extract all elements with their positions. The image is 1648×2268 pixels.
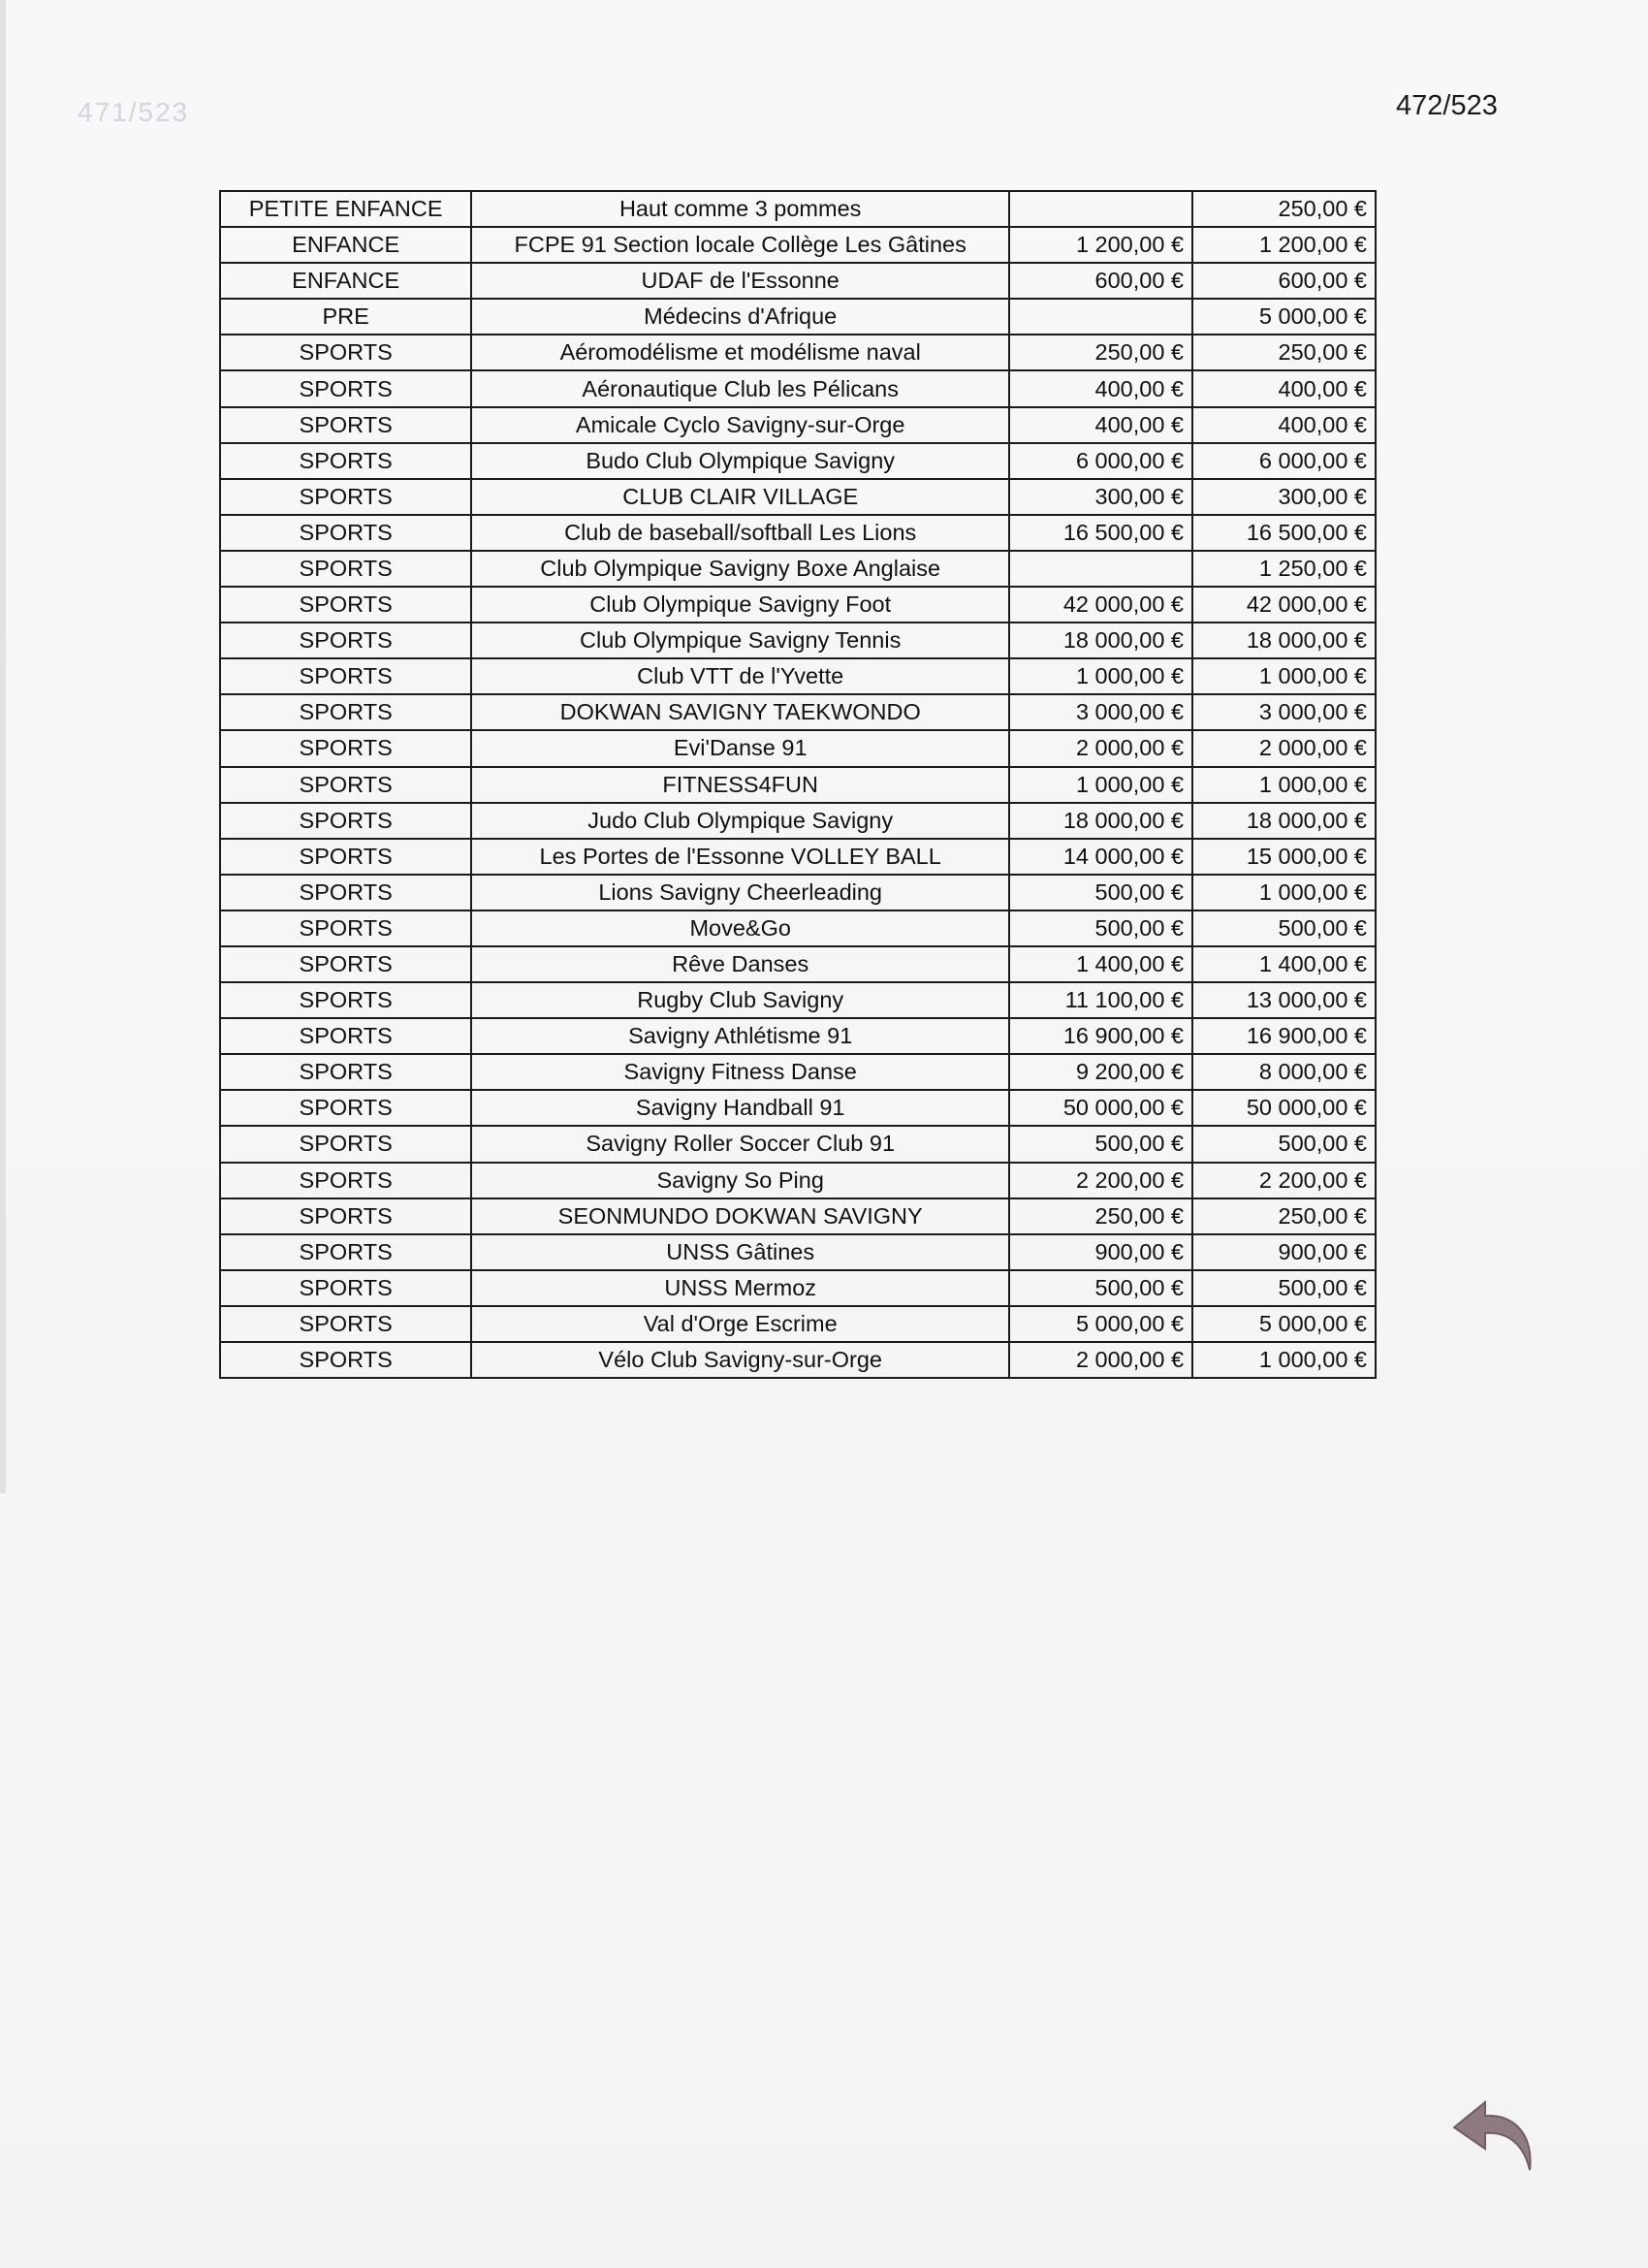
table-row — [220, 1342, 1376, 1378]
amount-granted-cell: 15 000,00 € — [1192, 839, 1376, 875]
amount-requested-cell: 50 000,00 € — [1009, 1090, 1192, 1126]
sector-cell: SPORTS — [220, 1342, 471, 1378]
organization-cell: Club Olympique Savigny Foot — [471, 587, 1009, 623]
amount-requested-cell — [1009, 551, 1192, 587]
sector-cell: SPORTS — [220, 730, 471, 766]
organization-cell: Aéronautique Club les Pélicans — [471, 370, 1009, 406]
table-row — [220, 694, 1376, 730]
amount-requested-cell: 500,00 € — [1009, 1126, 1192, 1162]
sector-cell: SPORTS — [220, 623, 471, 658]
organization-cell: Médecins d'Afrique — [471, 299, 1009, 335]
organization-cell: Evi'Danse 91 — [471, 730, 1009, 766]
amount-granted-cell: 2 000,00 € — [1192, 730, 1376, 766]
organization-cell: SEONMUNDO DOKWAN SAVIGNY — [471, 1198, 1009, 1234]
return-arrow-shape — [1454, 2102, 1531, 2170]
organization-cell: Les Portes de l'Essonne VOLLEY BALL — [471, 839, 1009, 875]
table-row — [220, 335, 1376, 370]
amount-granted-cell: 5 000,00 € — [1192, 299, 1376, 335]
amount-granted-cell: 42 000,00 € — [1192, 587, 1376, 623]
organization-cell: CLUB CLAIR VILLAGE — [471, 479, 1009, 515]
organization-cell: Savigny Handball 91 — [471, 1090, 1009, 1126]
sector-cell: SPORTS — [220, 767, 471, 803]
amount-requested-cell: 500,00 € — [1009, 875, 1192, 910]
table-row — [220, 1090, 1376, 1126]
sector-cell: SPORTS — [220, 407, 471, 443]
amount-granted-cell: 18 000,00 € — [1192, 803, 1376, 839]
table-row — [220, 370, 1376, 406]
amount-granted-cell: 1 000,00 € — [1192, 1342, 1376, 1378]
table-row — [220, 1306, 1376, 1342]
amount-requested-cell: 42 000,00 € — [1009, 587, 1192, 623]
amount-granted-cell: 500,00 € — [1192, 1126, 1376, 1162]
organization-cell: Savigny Fitness Danse — [471, 1054, 1009, 1090]
amount-requested-cell: 18 000,00 € — [1009, 803, 1192, 839]
sector-cell: SPORTS — [220, 875, 471, 910]
organization-cell: DOKWAN SAVIGNY TAEKWONDO — [471, 694, 1009, 730]
amount-granted-cell: 400,00 € — [1192, 370, 1376, 406]
organization-cell: Savigny So Ping — [471, 1163, 1009, 1198]
amount-requested-cell: 250,00 € — [1009, 335, 1192, 370]
sector-cell: SPORTS — [220, 335, 471, 370]
table-row — [220, 191, 1376, 227]
sector-cell: SPORTS — [220, 694, 471, 730]
amount-requested-cell: 300,00 € — [1009, 479, 1192, 515]
organization-cell: Judo Club Olympique Savigny — [471, 803, 1009, 839]
table-row — [220, 587, 1376, 623]
amount-granted-cell: 900,00 € — [1192, 1234, 1376, 1270]
sector-cell: SPORTS — [220, 1090, 471, 1126]
amount-granted-cell: 13 000,00 € — [1192, 982, 1376, 1018]
table-row — [220, 263, 1376, 299]
amount-requested-cell: 9 200,00 € — [1009, 1054, 1192, 1090]
organization-cell: FCPE 91 Section locale Collège Les Gâtines — [471, 227, 1009, 263]
organization-cell: Club Olympique Savigny Tennis — [471, 623, 1009, 658]
sector-cell: SPORTS — [220, 1018, 471, 1054]
amount-requested-cell: 14 000,00 € — [1009, 839, 1192, 875]
sector-cell: SPORTS — [220, 839, 471, 875]
page-number: 472/523 — [1396, 90, 1498, 121]
subsidy-table-body — [220, 191, 1376, 1378]
sector-cell: SPORTS — [220, 982, 471, 1018]
organization-cell: Savigny Athlétisme 91 — [471, 1018, 1009, 1054]
amount-requested-cell: 600,00 € — [1009, 263, 1192, 299]
amount-requested-cell — [1009, 191, 1192, 227]
table-row — [220, 767, 1376, 803]
table-row — [220, 1198, 1376, 1234]
amount-requested-cell: 500,00 € — [1009, 910, 1192, 946]
sector-cell: SPORTS — [220, 1126, 471, 1162]
sector-cell: SPORTS — [220, 803, 471, 839]
amount-granted-cell: 500,00 € — [1192, 910, 1376, 946]
sector-cell: SPORTS — [220, 1163, 471, 1198]
table-row — [220, 910, 1376, 946]
amount-requested-cell: 16 500,00 € — [1009, 515, 1192, 551]
organization-cell: Move&Go — [471, 910, 1009, 946]
table-row — [220, 658, 1376, 694]
amount-granted-cell: 2 200,00 € — [1192, 1163, 1376, 1198]
sector-cell: SPORTS — [220, 1270, 471, 1306]
sector-cell: SPORTS — [220, 910, 471, 946]
amount-requested-cell: 1 400,00 € — [1009, 946, 1192, 982]
amount-granted-cell: 3 000,00 € — [1192, 694, 1376, 730]
sector-cell: SPORTS — [220, 1198, 471, 1234]
organization-cell: UDAF de l'Essonne — [471, 263, 1009, 299]
table-row — [220, 982, 1376, 1018]
amount-requested-cell: 11 100,00 € — [1009, 982, 1192, 1018]
amount-granted-cell: 400,00 € — [1192, 407, 1376, 443]
amount-granted-cell: 1 200,00 € — [1192, 227, 1376, 263]
amount-granted-cell: 250,00 € — [1192, 1198, 1376, 1234]
return-arrow-icon[interactable] — [1444, 2085, 1541, 2182]
amount-requested-cell: 900,00 € — [1009, 1234, 1192, 1270]
amount-granted-cell: 18 000,00 € — [1192, 623, 1376, 658]
amount-granted-cell: 16 900,00 € — [1192, 1018, 1376, 1054]
table-row — [220, 1054, 1376, 1090]
organization-cell: Vélo Club Savigny-sur-Orge — [471, 1342, 1009, 1378]
amount-requested-cell: 2 200,00 € — [1009, 1163, 1192, 1198]
table-row — [220, 730, 1376, 766]
table-row — [220, 551, 1376, 587]
organization-cell: Savigny Roller Soccer Club 91 — [471, 1126, 1009, 1162]
organization-cell: Rêve Danses — [471, 946, 1009, 982]
amount-requested-cell: 400,00 € — [1009, 370, 1192, 406]
sector-cell: ENFANCE — [220, 227, 471, 263]
subsidy-table — [219, 190, 1377, 1379]
organization-cell: Budo Club Olympique Savigny — [471, 443, 1009, 479]
amount-granted-cell: 1 000,00 € — [1192, 767, 1376, 803]
amount-granted-cell: 16 500,00 € — [1192, 515, 1376, 551]
organization-cell: Haut comme 3 pommes — [471, 191, 1009, 227]
organization-cell: Val d'Orge Escrime — [471, 1306, 1009, 1342]
table-row — [220, 1126, 1376, 1162]
amount-granted-cell: 1 250,00 € — [1192, 551, 1376, 587]
sector-cell: SPORTS — [220, 658, 471, 694]
organization-cell: Amicale Cyclo Savigny-sur-Orge — [471, 407, 1009, 443]
sector-cell: PRE — [220, 299, 471, 335]
table-row — [220, 1163, 1376, 1198]
amount-requested-cell: 500,00 € — [1009, 1270, 1192, 1306]
amount-granted-cell: 1 400,00 € — [1192, 946, 1376, 982]
amount-granted-cell: 250,00 € — [1192, 191, 1376, 227]
table-row — [220, 479, 1376, 515]
table-row — [220, 946, 1376, 982]
table-row — [220, 839, 1376, 875]
table-row — [220, 875, 1376, 910]
sector-cell: SPORTS — [220, 1234, 471, 1270]
amount-requested-cell: 250,00 € — [1009, 1198, 1192, 1234]
table-row — [220, 443, 1376, 479]
organization-cell: Aéromodélisme et modélisme naval — [471, 335, 1009, 370]
amount-requested-cell: 1 200,00 € — [1009, 227, 1192, 263]
table-row — [220, 1234, 1376, 1270]
amount-granted-cell: 600,00 € — [1192, 263, 1376, 299]
amount-granted-cell: 1 000,00 € — [1192, 875, 1376, 910]
amount-requested-cell: 3 000,00 € — [1009, 694, 1192, 730]
amount-requested-cell: 16 900,00 € — [1009, 1018, 1192, 1054]
sector-cell: SPORTS — [220, 946, 471, 982]
amount-granted-cell: 5 000,00 € — [1192, 1306, 1376, 1342]
organization-cell: Club VTT de l'Yvette — [471, 658, 1009, 694]
sector-cell: PETITE ENFANCE — [220, 191, 471, 227]
table-row — [220, 299, 1376, 335]
sector-cell: SPORTS — [220, 1306, 471, 1342]
amount-requested-cell: 1 000,00 € — [1009, 767, 1192, 803]
amount-granted-cell: 500,00 € — [1192, 1270, 1376, 1306]
sector-cell: SPORTS — [220, 479, 471, 515]
amount-granted-cell: 1 000,00 € — [1192, 658, 1376, 694]
amount-requested-cell: 6 000,00 € — [1009, 443, 1192, 479]
table-row — [220, 515, 1376, 551]
scan-edge — [0, 0, 6, 1493]
table-row — [220, 623, 1376, 658]
table-row — [220, 1270, 1376, 1306]
amount-granted-cell: 50 000,00 € — [1192, 1090, 1376, 1126]
amount-requested-cell: 400,00 € — [1009, 407, 1192, 443]
organization-cell: Club de baseball/softball Les Lions — [471, 515, 1009, 551]
amount-requested-cell: 1 000,00 € — [1009, 658, 1192, 694]
amount-requested-cell: 2 000,00 € — [1009, 730, 1192, 766]
organization-cell: UNSS Mermoz — [471, 1270, 1009, 1306]
amount-granted-cell: 6 000,00 € — [1192, 443, 1376, 479]
table-row — [220, 227, 1376, 263]
sector-cell: SPORTS — [220, 370, 471, 406]
organization-cell: Lions Savigny Cheerleading — [471, 875, 1009, 910]
amount-granted-cell: 8 000,00 € — [1192, 1054, 1376, 1090]
organization-cell: UNSS Gâtines — [471, 1234, 1009, 1270]
table-row — [220, 803, 1376, 839]
organization-cell: FITNESS4FUN — [471, 767, 1009, 803]
organization-cell: Rugby Club Savigny — [471, 982, 1009, 1018]
organization-cell: Club Olympique Savigny Boxe Anglaise — [471, 551, 1009, 587]
sector-cell: SPORTS — [220, 551, 471, 587]
sector-cell: SPORTS — [220, 1054, 471, 1090]
table-row — [220, 407, 1376, 443]
amount-requested-cell: 18 000,00 € — [1009, 623, 1192, 658]
amount-granted-cell: 250,00 € — [1192, 335, 1376, 370]
amount-requested-cell: 5 000,00 € — [1009, 1306, 1192, 1342]
sector-cell: SPORTS — [220, 443, 471, 479]
amount-granted-cell: 300,00 € — [1192, 479, 1376, 515]
amount-requested-cell — [1009, 299, 1192, 335]
bleed-through-page-number: 471/523 — [78, 97, 190, 127]
sector-cell: ENFANCE — [220, 263, 471, 299]
table-row — [220, 1018, 1376, 1054]
sector-cell: SPORTS — [220, 515, 471, 551]
sector-cell: SPORTS — [220, 587, 471, 623]
amount-requested-cell: 2 000,00 € — [1009, 1342, 1192, 1378]
